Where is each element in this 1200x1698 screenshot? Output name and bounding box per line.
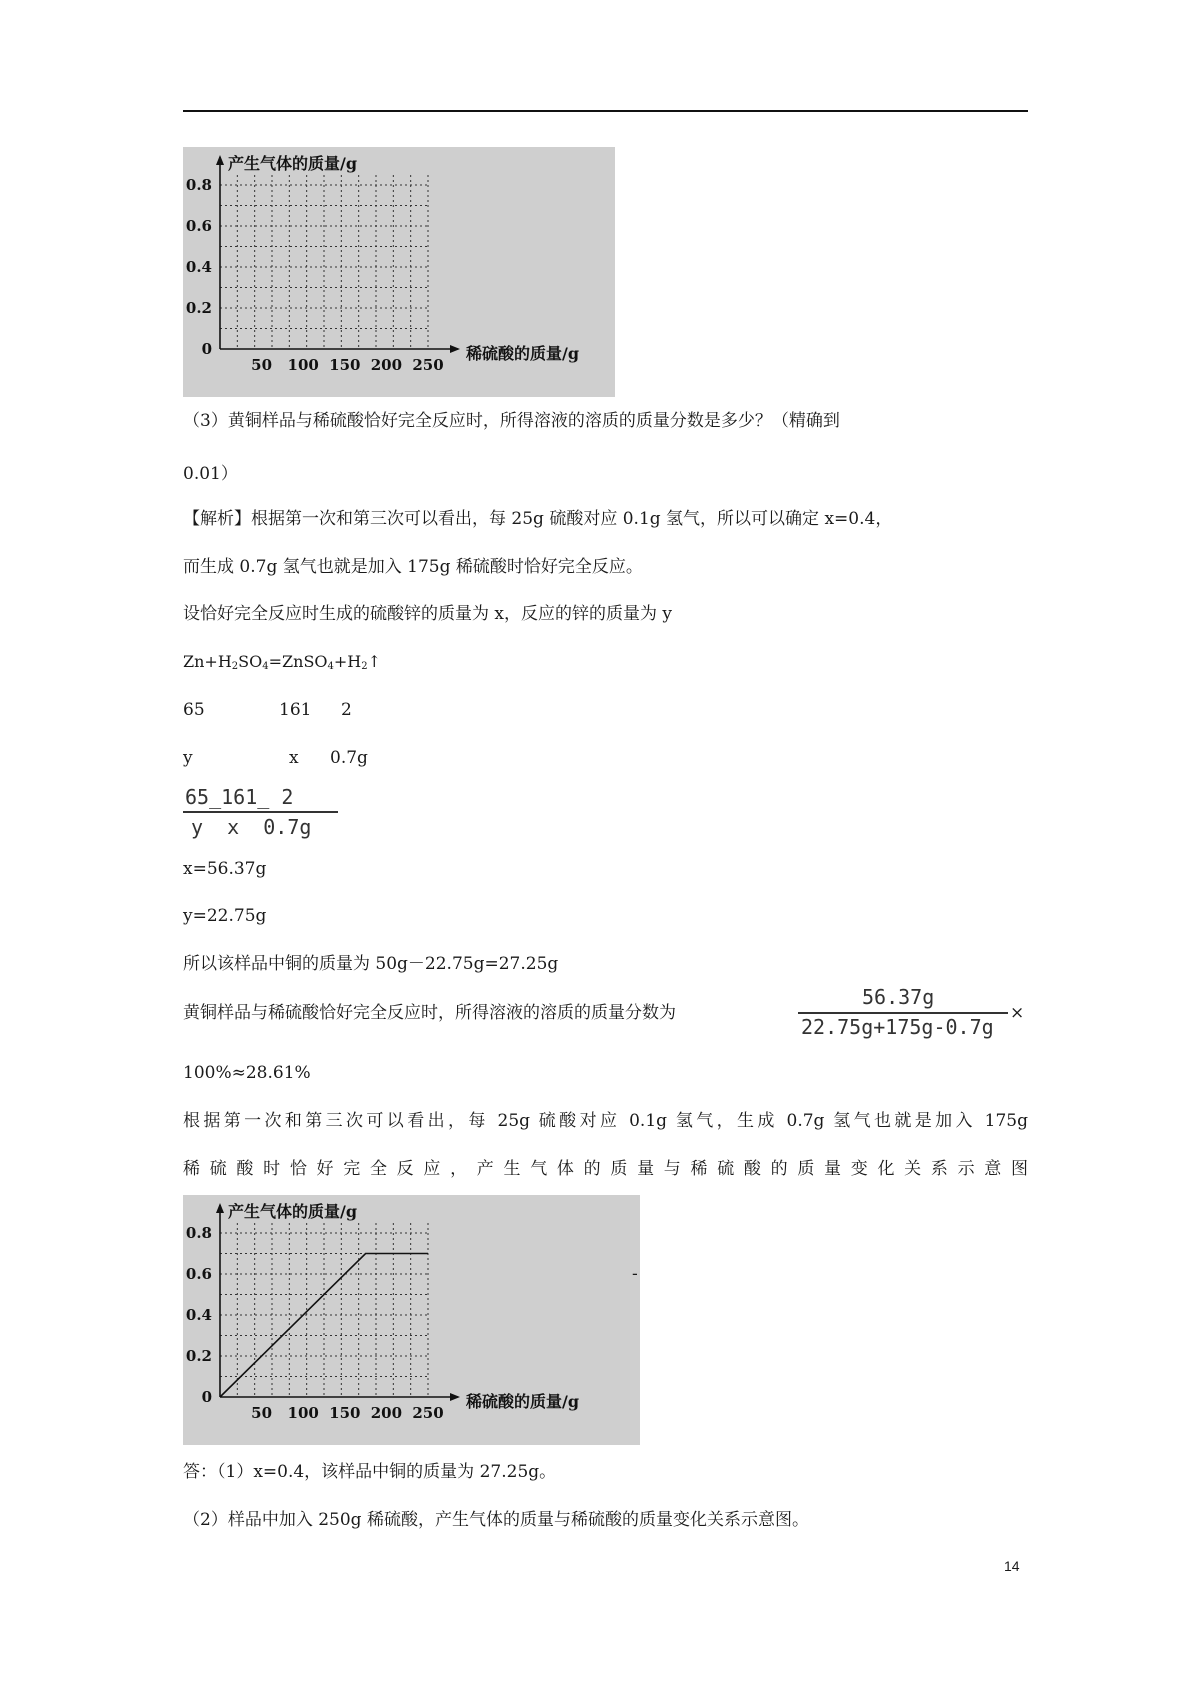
chart-result-svg xyxy=(183,1195,640,1445)
times-sign: × xyxy=(1010,1003,1025,1023)
percent-bar xyxy=(798,1012,1008,1014)
x-tick-label-1: 100 xyxy=(287,356,319,374)
y-tick-label-3: 0.6 xyxy=(185,1265,212,1283)
x-tick-label-0: 50 xyxy=(251,1404,273,1422)
y-tick-label-4: 0.8 xyxy=(185,176,212,194)
y-tick-label-3: 0.6 xyxy=(185,217,212,235)
chart-result xyxy=(183,1195,640,1445)
y-axis-arrow xyxy=(216,155,224,165)
y-tick-label-0: 0 xyxy=(201,340,212,358)
mass-row-2-c: 0.7g xyxy=(330,748,368,768)
header-rule xyxy=(183,110,1028,112)
percent-fraction xyxy=(798,985,1010,1043)
y-tick-label-2: 0.4 xyxy=(185,1306,212,1324)
x-tick-label-3: 200 xyxy=(370,1404,403,1422)
x-tick-label-1: 100 xyxy=(287,1404,319,1422)
percent-result: 100%≈28.61% xyxy=(183,1063,311,1083)
para2-line-2: 稀硫酸时恰好完全反应，产生气体的质量与稀硫酸的质量变化关系示意图 xyxy=(183,1159,1028,1179)
x-result: x=56.37g xyxy=(183,859,267,879)
x-tick-label-0: 50 xyxy=(251,356,273,374)
x-tick-label-3: 200 xyxy=(370,356,403,374)
x-tick-label-2: 150 xyxy=(329,356,361,374)
page-number: 14 xyxy=(1004,1558,1020,1574)
y-result: y=22.75g xyxy=(183,906,267,926)
equation: $Zn+H_2SO_4=ZnSO_4+H_2↑$ xyxy=(183,652,382,672)
x-axis-label: 稀硫酸的质量/g xyxy=(466,1392,580,1411)
fraction-lead: 黄铜样品与稀硫酸恰好完全反应时，所得溶液的溶质的质量分数为 xyxy=(183,1003,676,1023)
stray-dash: - xyxy=(632,1264,638,1284)
ratio-numerator: 65_161_ 2 xyxy=(185,785,294,809)
para2-line-1: 根据第一次和第三次可以看出，每 25g 硫酸对应 0.1g 氢气，生成 0.7g 氢气也就是加入 175g xyxy=(183,1111,1028,1131)
mass-row-1-b: 161 xyxy=(279,700,312,720)
mass-row-2-a: y xyxy=(183,748,193,768)
setup-line: 设恰好完全反应时生成的硫酸锌的质量为 x，反应的锌的质量为 y xyxy=(183,604,672,624)
jiexi-line-2: 而生成 0.7g 氢气也就是加入 175g 稀硫酸时恰好完全反应。 xyxy=(183,557,643,577)
copper-mass: 所以该样品中铜的质量为 50g－22.75g=27.25g xyxy=(183,954,559,974)
ratio-denominator: y x 0.7g xyxy=(191,815,312,839)
mass-row-1-a: 65 xyxy=(183,700,205,720)
mass-row-2-b: x xyxy=(289,748,299,768)
jiexi-line-1: 【解析】根据第一次和第三次可以看出，每 25g 硫酸对应 0.1g 氢气，所以可以确定 x=0.4， xyxy=(183,509,893,529)
y-tick-label-2: 0.4 xyxy=(185,258,212,276)
y-axis-arrow xyxy=(216,1203,224,1213)
chart-empty xyxy=(183,147,615,397)
x-axis-label: 稀硫酸的质量/g xyxy=(466,344,580,363)
percent-numerator: 56.37g xyxy=(862,985,935,1009)
answer-1: 答：（1）x=0.4，该样品中铜的质量为 27.25g。 xyxy=(183,1462,557,1482)
y-axis-label: 产生气体的质量/g xyxy=(228,154,358,173)
x-axis-arrow xyxy=(450,345,460,353)
q3-line-1: （3）黄铜样品与稀硫酸恰好完全反应时，所得溶液的溶质的质量分数是多少？（精确到 xyxy=(183,411,840,431)
x-axis-arrow xyxy=(450,1393,460,1401)
ratio-fraction xyxy=(183,785,343,843)
answer-2: （2）样品中加入 250g 稀硫酸，产生气体的质量与稀硫酸的质量变化关系示意图。 xyxy=(183,1510,809,1530)
y-tick-label-0: 0 xyxy=(201,1388,212,1406)
y-axis-label: 产生气体的质量/g xyxy=(228,1202,358,1221)
y-tick-label-4: 0.8 xyxy=(185,1224,212,1242)
ratio-bar xyxy=(183,811,338,813)
y-tick-label-1: 0.2 xyxy=(185,299,212,317)
percent-denominator: 22.75g+175g-0.7g xyxy=(801,1015,994,1039)
chart-empty-svg xyxy=(183,147,615,397)
x-tick-label-4: 250 xyxy=(412,356,444,374)
q3-line-2: 0.01） xyxy=(183,464,238,484)
series-line-0 xyxy=(220,1254,428,1398)
x-tick-label-2: 150 xyxy=(329,1404,361,1422)
mass-row-1-c: 2 xyxy=(341,700,352,720)
x-tick-label-4: 250 xyxy=(412,1404,444,1422)
y-tick-label-1: 0.2 xyxy=(185,1347,212,1365)
